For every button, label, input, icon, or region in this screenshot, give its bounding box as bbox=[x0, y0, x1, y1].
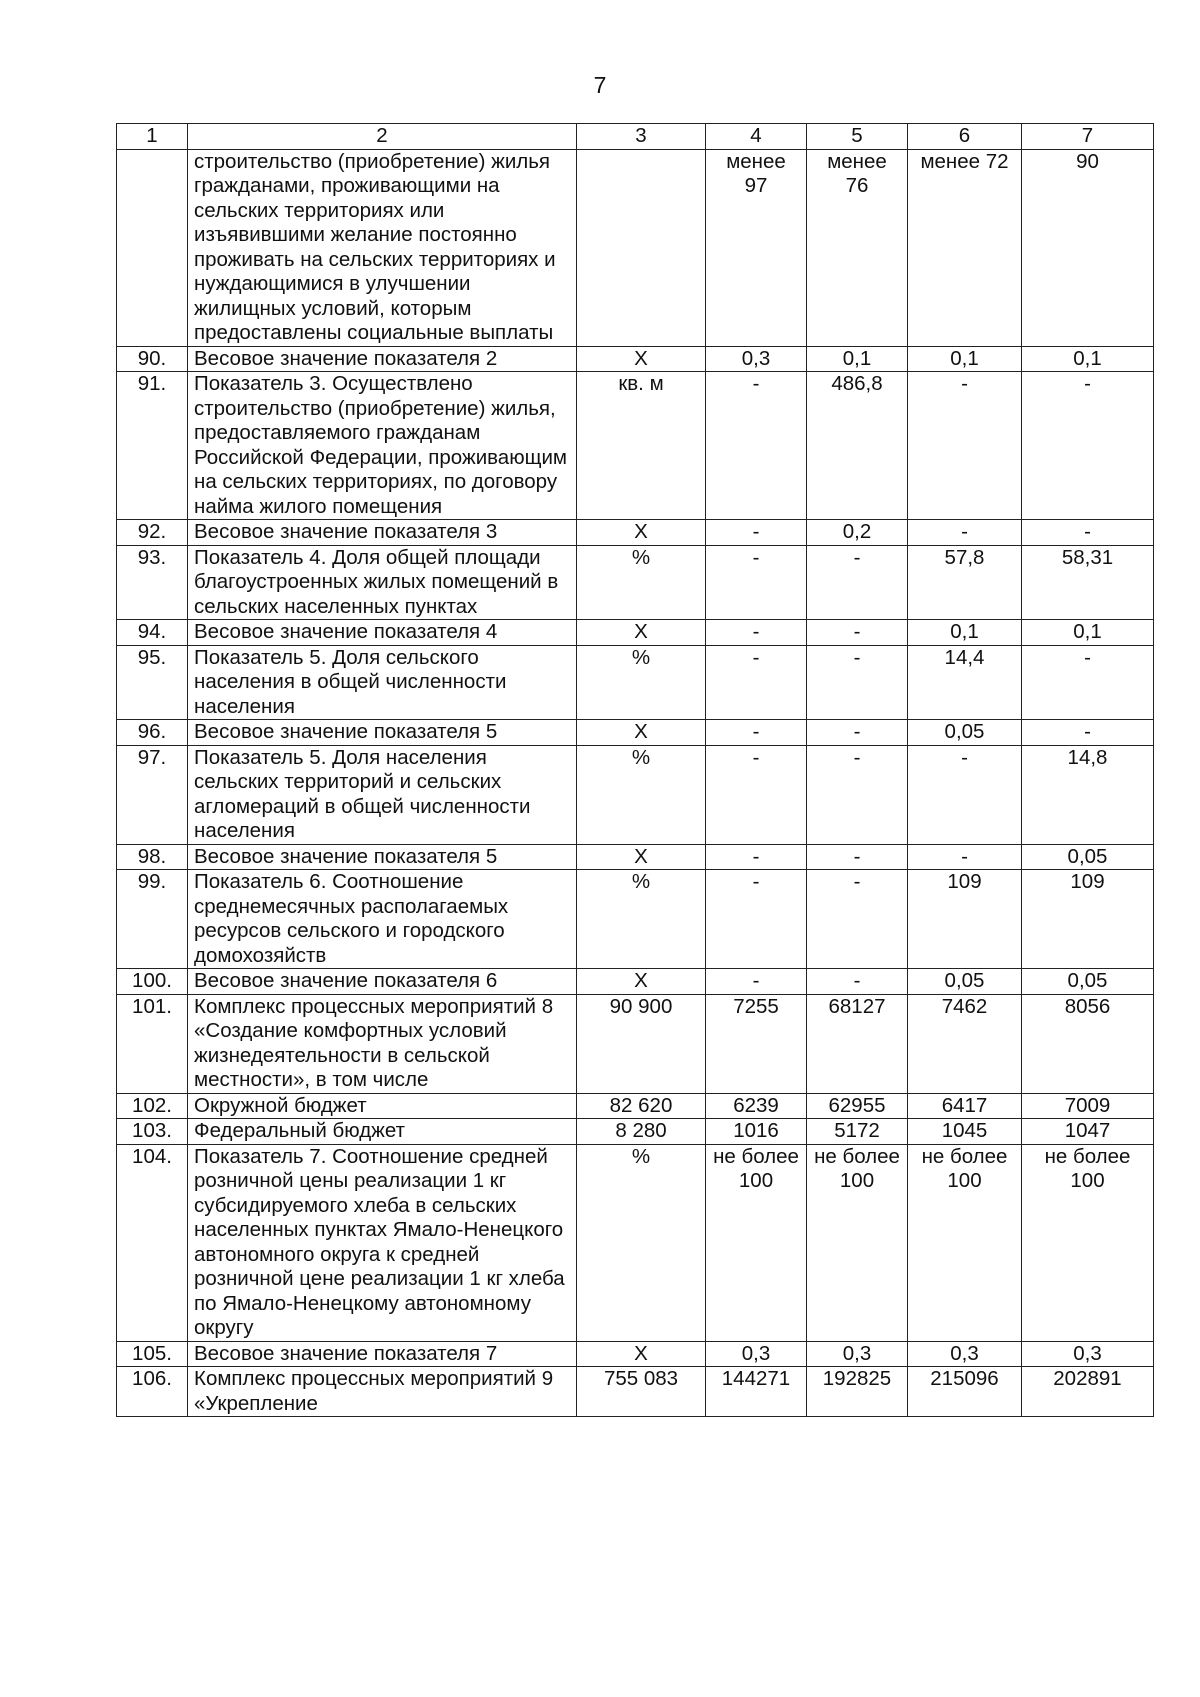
value-cell-col4: 0,3 bbox=[706, 1341, 807, 1367]
indicator-name-cell: Показатель 5. Доля населения сельских территорий и сельских агломераций в общей численности населения bbox=[188, 745, 577, 844]
value-cell-col7: - bbox=[1022, 720, 1154, 746]
value-cell-col6: 215096 bbox=[908, 1367, 1022, 1417]
value-cell-col6: 57,8 bbox=[908, 545, 1022, 620]
value-cell-col5: - bbox=[807, 969, 908, 995]
row-number-cell bbox=[117, 149, 188, 346]
row-number-cell: 98. bbox=[117, 844, 188, 870]
table-row bbox=[117, 645, 1154, 720]
indicator-name-cell: Федеральный бюджет bbox=[188, 1119, 577, 1145]
value-cell-col6: 1045 bbox=[908, 1119, 1022, 1145]
unit-cell: Х bbox=[577, 620, 706, 646]
value-cell-col4: - bbox=[706, 620, 807, 646]
value-cell-col7: 0,05 bbox=[1022, 844, 1154, 870]
value-cell-col5: - bbox=[807, 870, 908, 969]
indicator-name-cell: Показатель 3. Осуществлено строительство (приобретение) жилья, предоставляемого гражданам Российской Федерации, проживающим на сельских территориях, по договору найма жилого помещения bbox=[188, 372, 577, 520]
unit-cell: % bbox=[577, 1144, 706, 1341]
value-cell-col4: - bbox=[706, 969, 807, 995]
value-cell-col5: - bbox=[807, 844, 908, 870]
value-cell-col7: 0,3 bbox=[1022, 1341, 1154, 1367]
unit-cell: 90 900 bbox=[577, 994, 706, 1093]
value-cell-col6: - bbox=[908, 520, 1022, 546]
value-cell-col4: 7255 bbox=[706, 994, 807, 1093]
value-cell-col4: - bbox=[706, 844, 807, 870]
row-number-cell: 90. bbox=[117, 346, 188, 372]
table-row bbox=[117, 346, 1154, 372]
value-cell-col5: - bbox=[807, 545, 908, 620]
unit-cell: Х bbox=[577, 844, 706, 870]
row-number-cell: 105. bbox=[117, 1341, 188, 1367]
indicator-name-cell: Комплекс процессных мероприятий 8 «Создание комфортных условий жизнедеятельности в сельской местности», в том числе bbox=[188, 994, 577, 1093]
table-row bbox=[117, 969, 1154, 995]
indicator-name-cell: Комплекс процессных мероприятий 9 «Укрепление bbox=[188, 1367, 577, 1417]
page-number: 7 bbox=[593, 72, 607, 98]
indicator-name-cell: Весовое значение показателя 3 bbox=[188, 520, 577, 546]
value-cell-col4: 0,3 bbox=[706, 346, 807, 372]
unit-cell: кв. м bbox=[577, 372, 706, 520]
value-cell-col5: 5172 bbox=[807, 1119, 908, 1145]
value-cell-col4: - bbox=[706, 372, 807, 520]
indicator-name-cell: Показатель 6. Соотношение среднемесячных располагаемых ресурсов сельского и городского домохозяйств bbox=[188, 870, 577, 969]
value-cell-col7: 0,05 bbox=[1022, 969, 1154, 995]
table-row bbox=[117, 1119, 1154, 1145]
unit-cell: 8 280 bbox=[577, 1119, 706, 1145]
row-number-cell: 94. bbox=[117, 620, 188, 646]
row-number-cell: 106. bbox=[117, 1367, 188, 1417]
value-cell-col7: 14,8 bbox=[1022, 745, 1154, 844]
header-cell: 2 bbox=[188, 124, 577, 150]
value-cell-col7: 90 bbox=[1022, 149, 1154, 346]
value-cell-col5: - bbox=[807, 645, 908, 720]
value-cell-col5: 0,3 bbox=[807, 1341, 908, 1367]
value-cell-col6: 0,3 bbox=[908, 1341, 1022, 1367]
table-row bbox=[117, 149, 1154, 346]
value-cell-col5: 0,1 bbox=[807, 346, 908, 372]
indicator-name-cell: Весовое значение показателя 5 bbox=[188, 720, 577, 746]
unit-cell: Х bbox=[577, 969, 706, 995]
value-cell-col6: 6417 bbox=[908, 1093, 1022, 1119]
value-cell-col7: 58,31 bbox=[1022, 545, 1154, 620]
value-cell-col5: 62955 bbox=[807, 1093, 908, 1119]
indicator-name-cell: Окружной бюджет bbox=[188, 1093, 577, 1119]
value-cell-col6: - bbox=[908, 745, 1022, 844]
value-cell-col5: - bbox=[807, 720, 908, 746]
unit-cell: Х bbox=[577, 520, 706, 546]
table-row bbox=[117, 620, 1154, 646]
indicator-name-cell: Весовое значение показателя 6 bbox=[188, 969, 577, 995]
value-cell-col5: 192825 bbox=[807, 1367, 908, 1417]
table-row bbox=[117, 545, 1154, 620]
row-number-cell: 104. bbox=[117, 1144, 188, 1341]
unit-cell: 82 620 bbox=[577, 1093, 706, 1119]
value-cell-col6: 7462 bbox=[908, 994, 1022, 1093]
table-row bbox=[117, 1093, 1154, 1119]
row-number-cell: 92. bbox=[117, 520, 188, 546]
indicator-name-cell: Весовое значение показателя 4 bbox=[188, 620, 577, 646]
table-row bbox=[117, 870, 1154, 969]
value-cell-col7: - bbox=[1022, 645, 1154, 720]
row-number-cell: 103. bbox=[117, 1119, 188, 1145]
unit-cell: Х bbox=[577, 720, 706, 746]
header-cell: 6 bbox=[908, 124, 1022, 150]
table-row bbox=[117, 745, 1154, 844]
value-cell-col4: - bbox=[706, 870, 807, 969]
row-number-cell: 102. bbox=[117, 1093, 188, 1119]
header-cell: 5 bbox=[807, 124, 908, 150]
value-cell-col5: 68127 bbox=[807, 994, 908, 1093]
row-number-cell: 99. bbox=[117, 870, 188, 969]
indicator-name-cell: Весовое значение показателя 5 bbox=[188, 844, 577, 870]
value-cell-col7: не более 100 bbox=[1022, 1144, 1154, 1341]
unit-cell: % bbox=[577, 545, 706, 620]
table-row bbox=[117, 720, 1154, 746]
value-cell-col7: - bbox=[1022, 520, 1154, 546]
table-row bbox=[117, 520, 1154, 546]
value-cell-col4: 6239 bbox=[706, 1093, 807, 1119]
value-cell-col4: - bbox=[706, 720, 807, 746]
value-cell-col7: 202891 bbox=[1022, 1367, 1154, 1417]
value-cell-col7: 0,1 bbox=[1022, 346, 1154, 372]
value-cell-col4: 1016 bbox=[706, 1119, 807, 1145]
value-cell-col4: - bbox=[706, 745, 807, 844]
indicator-name-cell: Показатель 5. Доля сельского населения в общей численности населения bbox=[188, 645, 577, 720]
value-cell-col6: - bbox=[908, 372, 1022, 520]
row-number-cell: 93. bbox=[117, 545, 188, 620]
row-number-cell: 95. bbox=[117, 645, 188, 720]
row-number-cell: 100. bbox=[117, 969, 188, 995]
value-cell-col6: не более 100 bbox=[908, 1144, 1022, 1341]
row-number-cell: 91. bbox=[117, 372, 188, 520]
value-cell-col6: менее 72 bbox=[908, 149, 1022, 346]
value-cell-col7: 1047 bbox=[1022, 1119, 1154, 1145]
row-number-cell: 96. bbox=[117, 720, 188, 746]
value-cell-col6: 0,05 bbox=[908, 720, 1022, 746]
value-cell-col4: не более 100 bbox=[706, 1144, 807, 1341]
table-row bbox=[117, 994, 1154, 1093]
unit-cell: % bbox=[577, 645, 706, 720]
value-cell-col7: 109 bbox=[1022, 870, 1154, 969]
row-number-cell: 97. bbox=[117, 745, 188, 844]
value-cell-col4: - bbox=[706, 520, 807, 546]
indicators-table bbox=[116, 123, 1154, 1417]
table-row bbox=[117, 844, 1154, 870]
value-cell-col5: менее 76 bbox=[807, 149, 908, 346]
table-row bbox=[117, 1367, 1154, 1417]
value-cell-col6: 14,4 bbox=[908, 645, 1022, 720]
table-row bbox=[117, 372, 1154, 520]
header-cell: 3 bbox=[577, 124, 706, 150]
value-cell-col6: 0,1 bbox=[908, 346, 1022, 372]
value-cell-col5: 486,8 bbox=[807, 372, 908, 520]
value-cell-col7: 0,1 bbox=[1022, 620, 1154, 646]
value-cell-col4: - bbox=[706, 545, 807, 620]
table-header-row bbox=[117, 124, 1154, 150]
value-cell-col6: 0,1 bbox=[908, 620, 1022, 646]
row-number-cell: 101. bbox=[117, 994, 188, 1093]
unit-cell bbox=[577, 149, 706, 346]
value-cell-col4: - bbox=[706, 645, 807, 720]
value-cell-col6: 109 bbox=[908, 870, 1022, 969]
indicator-name-cell: Весовое значение показателя 7 bbox=[188, 1341, 577, 1367]
indicator-name-cell: Показатель 7. Соотношение средней розничной цены реализации 1 кг субсидируемого хлеба в сельских населенных пунктах Ямало-Ненецкого автономного округа к средней розничной цене реализации 1 кг хлеба по Ямало-Ненецкому автономному округу bbox=[188, 1144, 577, 1341]
header-cell: 1 bbox=[117, 124, 188, 150]
unit-cell: Х bbox=[577, 346, 706, 372]
header-cell: 4 bbox=[706, 124, 807, 150]
indicator-name-cell: Показатель 4. Доля общей площади благоустроенных жилых помещений в сельских населенных пунктах bbox=[188, 545, 577, 620]
indicator-name-cell: Весовое значение показателя 2 bbox=[188, 346, 577, 372]
indicator-name-cell: строительство (приобретение) жилья гражданами, проживающими на сельских территориях или изъявившими желание постоянно проживать на сельских территориях и нуждающимися в улучшении жилищных условий, которым предоставлены социальные выплаты bbox=[188, 149, 577, 346]
value-cell-col6: - bbox=[908, 844, 1022, 870]
value-cell-col7: 7009 bbox=[1022, 1093, 1154, 1119]
unit-cell: % bbox=[577, 870, 706, 969]
value-cell-col5: не более 100 bbox=[807, 1144, 908, 1341]
header-cell: 7 bbox=[1022, 124, 1154, 150]
unit-cell: Х bbox=[577, 1341, 706, 1367]
value-cell-col5: - bbox=[807, 745, 908, 844]
unit-cell: 755 083 bbox=[577, 1367, 706, 1417]
table-row bbox=[117, 1341, 1154, 1367]
value-cell-col5: - bbox=[807, 620, 908, 646]
value-cell-col7: 8056 bbox=[1022, 994, 1154, 1093]
value-cell-col4: менее 97 bbox=[706, 149, 807, 346]
value-cell-col4: 144271 bbox=[706, 1367, 807, 1417]
value-cell-col6: 0,05 bbox=[908, 969, 1022, 995]
table-row bbox=[117, 1144, 1154, 1341]
unit-cell: % bbox=[577, 745, 706, 844]
value-cell-col5: 0,2 bbox=[807, 520, 908, 546]
value-cell-col7: - bbox=[1022, 372, 1154, 520]
